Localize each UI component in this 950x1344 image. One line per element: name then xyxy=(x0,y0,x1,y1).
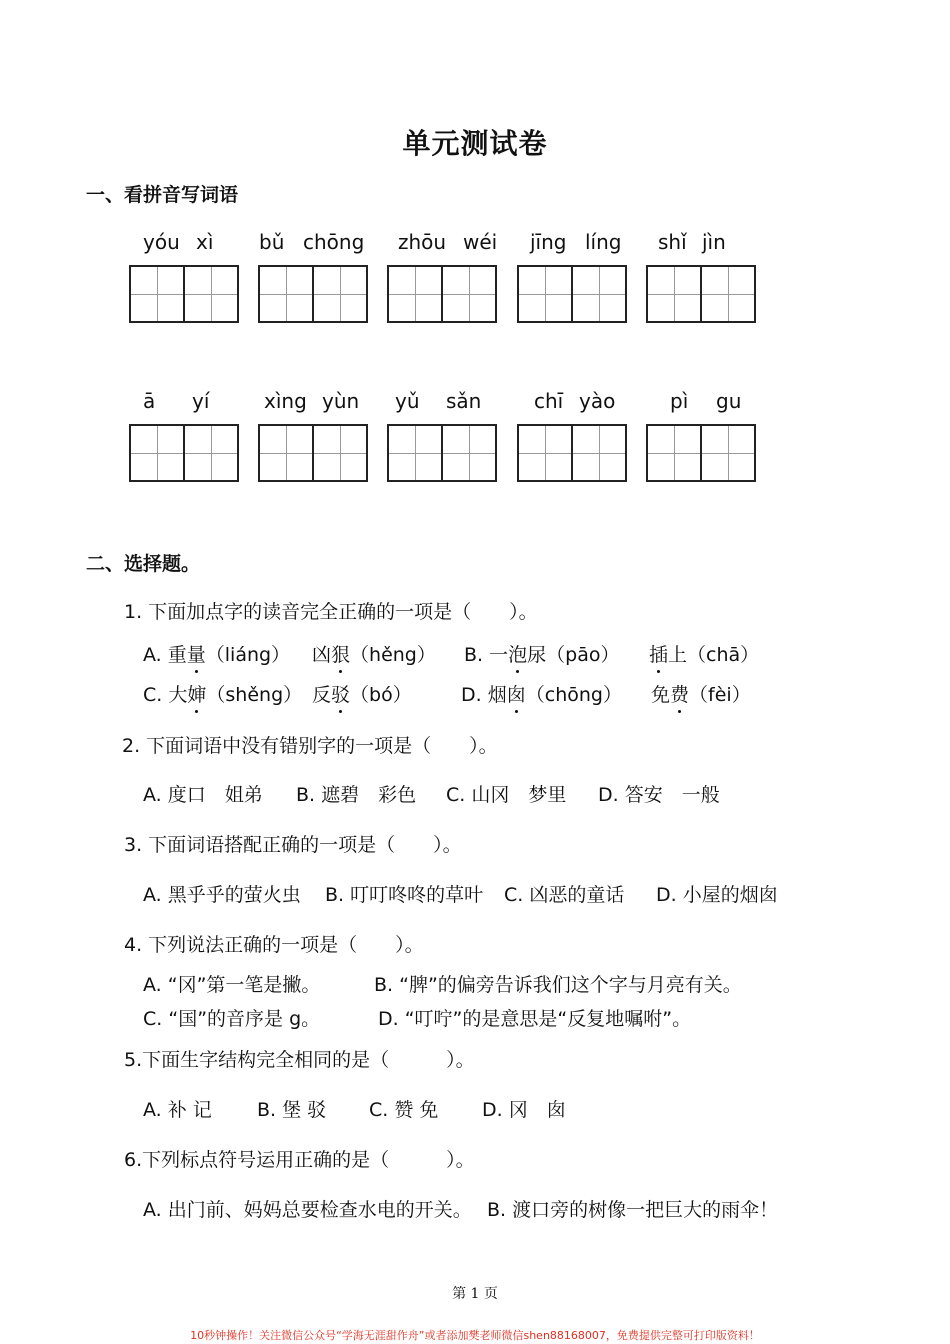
page-title: 单元测试卷 xyxy=(402,127,548,160)
writing-grid-box[interactable] xyxy=(646,424,756,482)
question-stem: 1. 下面加点字的读音完全正确的一项是（ ）。 xyxy=(124,601,538,623)
writing-grid-box[interactable] xyxy=(517,424,627,482)
word-char: 一 xyxy=(489,644,509,666)
writing-grid-box[interactable] xyxy=(387,424,497,482)
option-4c: C. “国”的音序是 g。 xyxy=(143,1008,321,1030)
pinyin-syllable: yùn xyxy=(322,389,360,413)
page-number: 第 1 页 xyxy=(452,1286,498,1302)
pinyin-syllable: chōng xyxy=(303,230,365,254)
pinyin-syllable: jīng xyxy=(530,230,567,254)
writing-grid-box[interactable] xyxy=(387,265,497,323)
pinyin-note: （pāo） xyxy=(546,644,620,666)
dotted-char: 量 xyxy=(187,640,206,667)
option-1c-second xyxy=(312,680,412,707)
option-label: B. xyxy=(464,644,484,666)
option-2a: A. 度口 姐弟 xyxy=(143,784,263,806)
pinyin-syllable: shǐ xyxy=(658,230,687,254)
pinyin-syllable: chī xyxy=(534,389,564,413)
word-char: 烟 xyxy=(487,684,507,706)
option-2c: C. 山冈 梦里 xyxy=(446,784,567,806)
pinyin-syllable: bǔ xyxy=(259,230,285,254)
option-4b: B. “脾”的偏旁告诉我们这个字与月亮有关。 xyxy=(374,974,742,996)
pinyin-syllable: wéi xyxy=(463,230,498,254)
pinyin-syllable: pì xyxy=(670,389,689,413)
pinyin-syllable: gu xyxy=(716,389,742,413)
question-stem: 5.下面生字结构完全相同的是（ ）。 xyxy=(124,1049,475,1071)
pinyin-syllable: ā xyxy=(143,389,156,413)
option-2b: B. 遮碧 彩色 xyxy=(296,784,417,806)
word-char: 重 xyxy=(167,644,187,666)
pinyin-syllable: jìn xyxy=(702,230,726,254)
option-1b xyxy=(464,640,620,667)
option-1a xyxy=(143,640,290,667)
option-3c: C. 凶恶的童话 xyxy=(504,884,625,906)
pinyin-syllable: yóu xyxy=(143,230,180,254)
pinyin-syllable: yào xyxy=(579,389,616,413)
pinyin-note: （liáng） xyxy=(205,644,291,666)
option-4a: A. “冈”第一笔是撇。 xyxy=(143,974,321,996)
option-5c: C. 赞 免 xyxy=(369,1099,439,1121)
option-4d: D. “叮咛”的是意思是“反复地嘱咐”。 xyxy=(378,1008,692,1030)
option-5d: D. 冈 囱 xyxy=(482,1099,566,1121)
pinyin-note: （hěng） xyxy=(350,644,436,666)
writing-grid-box[interactable] xyxy=(517,265,627,323)
pinyin-syllable: xìng xyxy=(264,389,307,413)
option-6b: B. 渡口旁的树像一把巨大的雨伞！ xyxy=(487,1199,779,1221)
dotted-char: 费 xyxy=(670,680,689,707)
pinyin-note: （shěng） xyxy=(206,684,303,706)
option-2d: D. 答安 一般 xyxy=(598,784,720,806)
option-1b-second xyxy=(649,640,759,667)
pinyin-syllable: yǔ xyxy=(395,389,420,413)
word-char: 上 xyxy=(668,644,688,666)
option-6a: A. 出门前、妈妈总要检查水电的开关。 xyxy=(143,1199,472,1221)
option-1c xyxy=(143,680,302,707)
question-stem: 4. 下列说法正确的一项是（ ）。 xyxy=(124,934,424,956)
option-3d: D. 小屋的烟囱 xyxy=(656,884,778,906)
promo-banner-text: 10秒钟操作！关注微信公众号“学海无涯甜作舟”或者添加樊老师微信shen88168007，免费提供完整可打印版资料！ xyxy=(190,1329,760,1342)
dotted-char: 驳 xyxy=(331,680,350,707)
pinyin-syllable: sǎn xyxy=(446,389,482,413)
dotted-char: 插 xyxy=(649,640,668,667)
option-1a-second xyxy=(312,640,436,667)
word-char: 尿 xyxy=(527,644,547,666)
section-heading-pinyin: 一、看拼音写词语 xyxy=(86,184,239,206)
section-heading-choice: 二、选择题。 xyxy=(86,553,201,575)
option-3b: B. 叮叮咚咚的草叶 xyxy=(325,884,484,906)
pinyin-syllable: líng xyxy=(585,230,622,254)
pinyin-note: （fèi） xyxy=(689,684,751,706)
writing-grid-box[interactable] xyxy=(258,265,368,323)
word-char: 反 xyxy=(312,684,332,706)
writing-grid-box[interactable] xyxy=(258,424,368,482)
dotted-char: 囱 xyxy=(507,680,526,707)
pinyin-syllable: yí xyxy=(192,389,210,413)
dotted-char: 婶 xyxy=(187,680,206,707)
word-char: 大 xyxy=(168,684,188,706)
question-stem: 6.下列标点符号运用正确的是（ ）。 xyxy=(124,1149,475,1171)
option-label: D. xyxy=(461,684,482,706)
word-char: 凶 xyxy=(312,644,332,666)
dotted-char: 狠 xyxy=(331,640,350,667)
word-char: 免 xyxy=(651,684,671,706)
option-1d xyxy=(461,680,622,707)
option-label: C. xyxy=(143,684,163,706)
dotted-char: 泡 xyxy=(508,640,527,667)
writing-grid-box[interactable] xyxy=(646,265,756,323)
option-label: A. xyxy=(143,644,162,666)
writing-grid-box[interactable] xyxy=(129,424,239,482)
option-5a: A. 补 记 xyxy=(143,1099,212,1121)
question-stem: 2. 下面词语中没有错别字的一项是（ ）。 xyxy=(122,735,498,757)
option-5b: B. 堡 驳 xyxy=(257,1099,327,1121)
pinyin-note: （chōng） xyxy=(525,684,622,706)
writing-grid-box[interactable] xyxy=(129,265,239,323)
question-stem: 3. 下面词语搭配正确的一项是（ ）。 xyxy=(124,834,462,856)
option-3a: A. 黑乎乎的萤火虫 xyxy=(143,884,301,906)
pinyin-syllable: xì xyxy=(196,230,214,254)
option-1d-second xyxy=(651,680,751,707)
pinyin-note: （chā） xyxy=(687,644,760,666)
pinyin-note: （bó） xyxy=(350,684,412,706)
pinyin-syllable: zhōu xyxy=(398,230,447,254)
